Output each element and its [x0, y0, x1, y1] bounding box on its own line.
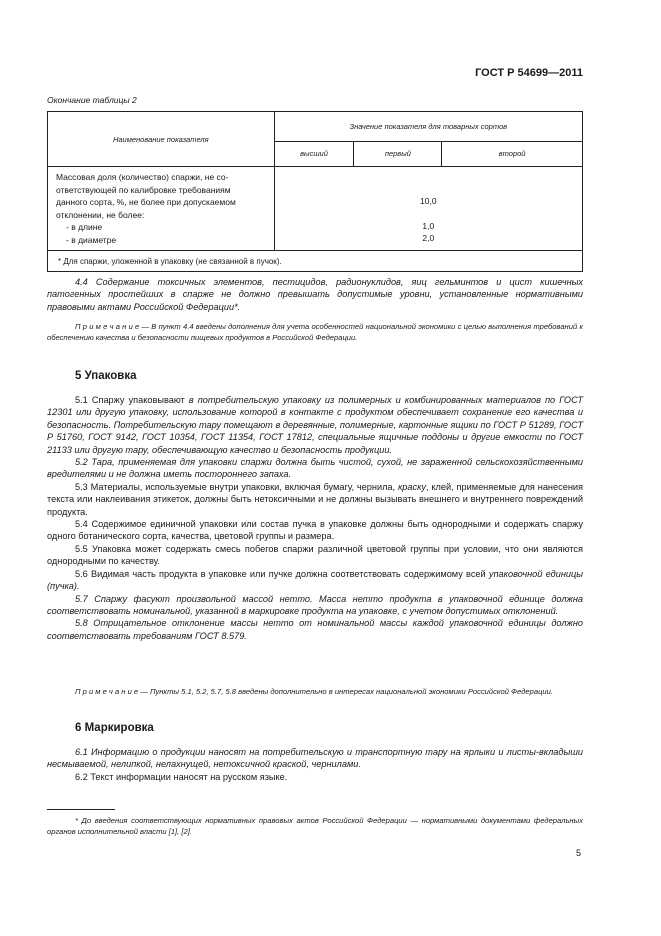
note-2 [47, 686, 583, 697]
column-header-group: Значение показателя для товарных сортов [274, 112, 582, 142]
row-label-line: - в длине [66, 222, 103, 232]
section-5-body [47, 394, 583, 642]
indicator-table [47, 111, 583, 272]
table-row-label [48, 167, 275, 251]
footnote-divider [47, 809, 115, 810]
paragraph-4-4: 4.4 Содержание токсичных элементов, пестицидов, радионуклидов, яиц гельминтов и цист кишечных патогенных простейших в спарже не должно превышать допустимые уровни, установленные нормативными правовыми актами Российской Федерации*. [47, 277, 583, 312]
paragraph-5-6: 5.6 Видимая часть продукта в упаковке или пучке должна соответствовать содержимому всей упаковочной единицы (пучка). [47, 568, 583, 592]
section-6-title: 6 Маркировка [75, 722, 154, 734]
table-footnote: * Для спаржи, уложенной в упаковку (не связанной в пучок). [48, 251, 583, 272]
grade-header-second: второй [442, 141, 583, 166]
paragraph-5-1: 5.1 Спаржу упаковывают в потребительскую упаковку из полимерных и комбинированных материалов по ГОСТ 12301 или другую упаковку, использование которой в контакте с продуктом обеспечивает сохранение его качества и безопасность. Потребительскую тару помещают в деревянные, полимерные, картонные ящики по ГОСТ Р 51289, ГОСТ Р 51760, ГОСТ 9142, ГОСТ 10354, ГОСТ 11354, ГОСТ 17812, специальные ящичные поддоны и другие емкости по ГОСТ 21133 или другую тару, обеспечивающую качество и безопасность продукции. [47, 395, 584, 455]
row-label-line: ответствующей по калибровке требованиям [56, 184, 231, 195]
row-label-line: Массовая доля (количество) спаржи, не со- [56, 172, 229, 182]
clause-4-4 [47, 276, 583, 313]
section-5-title: 5 Упаковка [75, 370, 137, 382]
note-1-text: П р и м е ч а н и е — В пункт 4.4 введены дополнения для учета особенностей национальной экономики с целью выполнения требований к обеспечению качества и безопасности пищевых продуктов в Российской Федерации. [47, 322, 583, 342]
grade-header-first: первый [354, 141, 442, 166]
paragraph-5-8: 5.8 Отрицательное отклонение массы нетто от номинальной массы каждой упаковочной единицы должно соответствовать требованиям ГОСТ 8.579. [47, 618, 583, 641]
note-2-text: П р и м е ч а н и е — Пункты 5.1, 5.2, 5.7, 5.8 введены дополнительно в интересах национальной экономики Российской Федерации. [75, 687, 553, 696]
value-diameter: 2,0 [422, 233, 435, 243]
note-1 [47, 321, 583, 343]
page-footnote-text: * До введения соответствующих нормативных правовых актов Российской Федерации — нормативными документами федеральных органов исполнительной власти [1], [2]. [47, 816, 583, 836]
table-row-values [274, 167, 582, 251]
page-number: 5 [575, 848, 581, 858]
table-caption: Окончание таблицы 2 [47, 95, 137, 105]
paragraph-5-2: 5.2 Тара, применяемая для упаковки спаржи должна быть чистой, сухой, не зараженной сельскохозяйственными вредителями и не должна иметь постороннего запаха. [47, 457, 583, 480]
paragraph-6-1: 6.1 Информацию о продукции наносят на потребительскую и транспортную тару на ярлыки и листы-вкладыши несмываемой, нелипкой, нелахнущей, нетоксичной краской, чернилами. [47, 747, 583, 770]
row-label-line: отклонении, не более: [56, 209, 145, 220]
row-label-line: данного сорта, %, не более при допускаемом [56, 197, 236, 207]
section-6-body [47, 746, 583, 783]
document-code: ГОСТ Р 54699—2011 [475, 67, 583, 79]
paragraph-5-7: 5.7 Спаржу фасуют произвольной массой нетто. Масса нетто продукта в упаковочной единице должна соответствовать номинальной, указанной в маркировке продукта на упаковке, с учетом допустимых отклонений. [47, 593, 583, 616]
grade-header-highest: высший [274, 141, 354, 166]
paragraph-5-5: 5.5 Упаковка может содержать смесь побегов спаржи различной цветовой группы при условии, что они являются однородными по качеству. [47, 543, 583, 567]
column-header-name: Наименование показателя [48, 112, 275, 167]
paragraph-5-4: 5.4 Содержимое единичной упаковки или состав пучка в упаковке должны быть однородными и содержать спаржу одного ботанического сорта, качества, цветовой группы и размера. [47, 519, 583, 542]
value-total: 10,0 [420, 196, 437, 206]
row-label-line: - в диаметре [66, 234, 117, 245]
paragraph-6-2: 6.2 Текст информации наносят на русском языке. [75, 771, 288, 782]
value-length: 1,0 [422, 220, 435, 231]
paragraph-5-3: 5.3 Материалы, используемые внутри упаковки, включая бумагу, чернила, краску, клей, применяемые для нанесения текста или наклеивания этикеток, должны быть нетоксичными и не должны вызывать внешнего и внутреннего повреждений продукта. [47, 481, 583, 517]
page-footnote [47, 815, 583, 837]
